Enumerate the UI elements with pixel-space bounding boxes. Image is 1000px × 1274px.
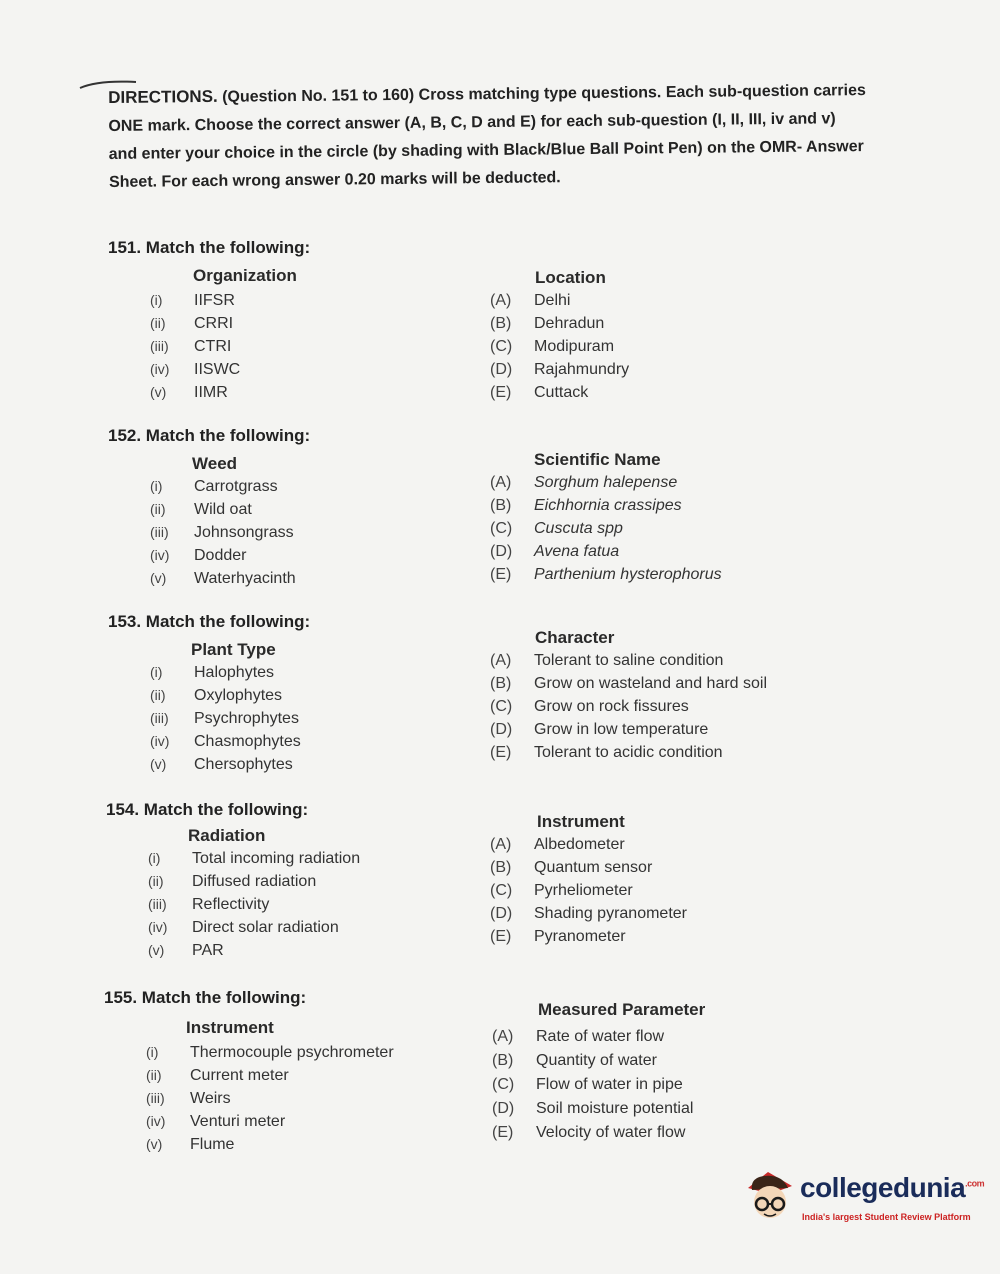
right-column-heading: Character [535, 628, 615, 647]
right-column-heading: Scientific Name [534, 450, 661, 469]
left-item: (v) IIMR [150, 384, 228, 401]
right-item: (B) Grow on wasteland and hard soil [490, 675, 768, 692]
right-item: (A) Albedometer [490, 836, 625, 853]
left-item: (v) PAR [148, 942, 224, 959]
right-item: (E) Parthenium hysterophorus [490, 566, 722, 583]
right-item: (E) Velocity of water flow [492, 1124, 686, 1141]
right-item: (D) Avena fatua [490, 543, 620, 560]
right-item: (E) Tolerant to acidic condition [490, 744, 723, 761]
left-item: (iv) Venturi meter [146, 1113, 286, 1130]
left-item: (ii) Current meter [146, 1067, 289, 1084]
right-item: (C) Grow on rock fissures [490, 698, 689, 715]
question-title: 155. Match the following: [104, 988, 307, 1007]
right-item: (E) Pyranometer [490, 928, 626, 945]
question-title: 153. Match the following: [108, 612, 311, 631]
logo-suffix: .com [965, 1178, 985, 1189]
mascot-icon [742, 1168, 798, 1232]
right-item: (C) Pyrheliometer [490, 882, 633, 899]
left-column-heading: Instrument [186, 1018, 274, 1037]
right-column-heading: Instrument [537, 812, 625, 831]
left-item: (i) Halophytes [150, 664, 275, 681]
left-item: (ii) Oxylophytes [150, 687, 283, 704]
right-item: (C) Modipuram [490, 338, 615, 355]
left-item: (iv) IISWC [150, 361, 241, 378]
right-item: (D) Grow in low temperature [490, 721, 709, 738]
collegedunia-logo [742, 1168, 985, 1232]
left-item: (i) Thermocouple psychrometer [146, 1044, 394, 1061]
left-item: (v) Flume [146, 1136, 235, 1153]
left-column-heading: Weed [192, 454, 238, 473]
question-title: 152. Match the following: [108, 426, 311, 445]
directions-heading: DIRECTIONS. [108, 86, 218, 107]
right-item: (B) Dehradun [490, 315, 605, 332]
logo-tagline: India's largest Student Review Platform [802, 1212, 971, 1222]
left-column-heading: Organization [193, 266, 297, 285]
left-item: (iv) Dodder [150, 547, 247, 564]
left-item: (i) IIFSR [150, 292, 235, 309]
right-item: (A) Rate of water flow [492, 1028, 665, 1045]
right-item: (B) Eichhornia crassipes [490, 497, 682, 514]
left-item: (iii) CTRI [150, 338, 232, 355]
left-item: (iv) Direct solar radiation [148, 919, 339, 936]
right-column-heading: Measured Parameter [538, 1000, 706, 1019]
logo-name: collegedunia [800, 1172, 966, 1203]
directions [108, 76, 869, 197]
left-item: (iii) Psychrophytes [150, 710, 299, 727]
left-item: (ii) Diffused radiation [148, 873, 317, 890]
right-item: (D) Rajahmundry [490, 361, 630, 378]
right-item: (A) Delhi [490, 292, 571, 309]
question-title: 151. Match the following: [108, 238, 311, 257]
right-column-heading: Location [535, 268, 606, 287]
left-column-heading: Plant Type [191, 640, 276, 659]
right-item: (D) Shading pyranometer [490, 905, 687, 922]
left-item: (iv) Chasmophytes [150, 733, 301, 750]
left-item: (v) Chersophytes [150, 756, 293, 773]
left-item: (ii) Wild oat [150, 501, 252, 518]
right-item: (E) Cuttack [490, 384, 589, 401]
right-item: (A) Sorghum halepense [490, 474, 678, 491]
left-item: (i) Total incoming radiation [148, 850, 361, 867]
directions-text: (Question No. 151 to 160) Cross matching type questions. Each sub-question carries ONE mark. Choose the correct answer (A, B, C, D and E) for each sub-question (I, II, III, iv and v) and enter your choice in the circle (by shading with Black/Blue Ball Point Pen) on the OMR- Answer Sheet. For each wrong answer 0.20 marks will be deducted. [108, 82, 866, 191]
left-item: (ii) CRRI [150, 315, 234, 332]
left-item: (iii) Weirs [146, 1090, 231, 1107]
right-item: (D) Soil moisture potential [492, 1100, 694, 1117]
right-item: (A) Tolerant to saline condition [490, 652, 724, 669]
left-column-heading: Radiation [188, 826, 266, 845]
left-item: (iii) Johnsongrass [150, 524, 294, 541]
left-item: (i) Carrotgrass [150, 478, 278, 495]
right-item: (B) Quantum sensor [490, 859, 653, 876]
left-item: (iii) Reflectivity [148, 896, 270, 913]
question-title: 154. Match the following: [106, 800, 309, 819]
right-item: (C) Flow of water in pipe [492, 1076, 683, 1093]
right-item: (B) Quantity of water [492, 1052, 657, 1069]
right-item: (C) Cuscuta spp [490, 520, 623, 537]
left-item: (v) Waterhyacinth [150, 570, 296, 587]
